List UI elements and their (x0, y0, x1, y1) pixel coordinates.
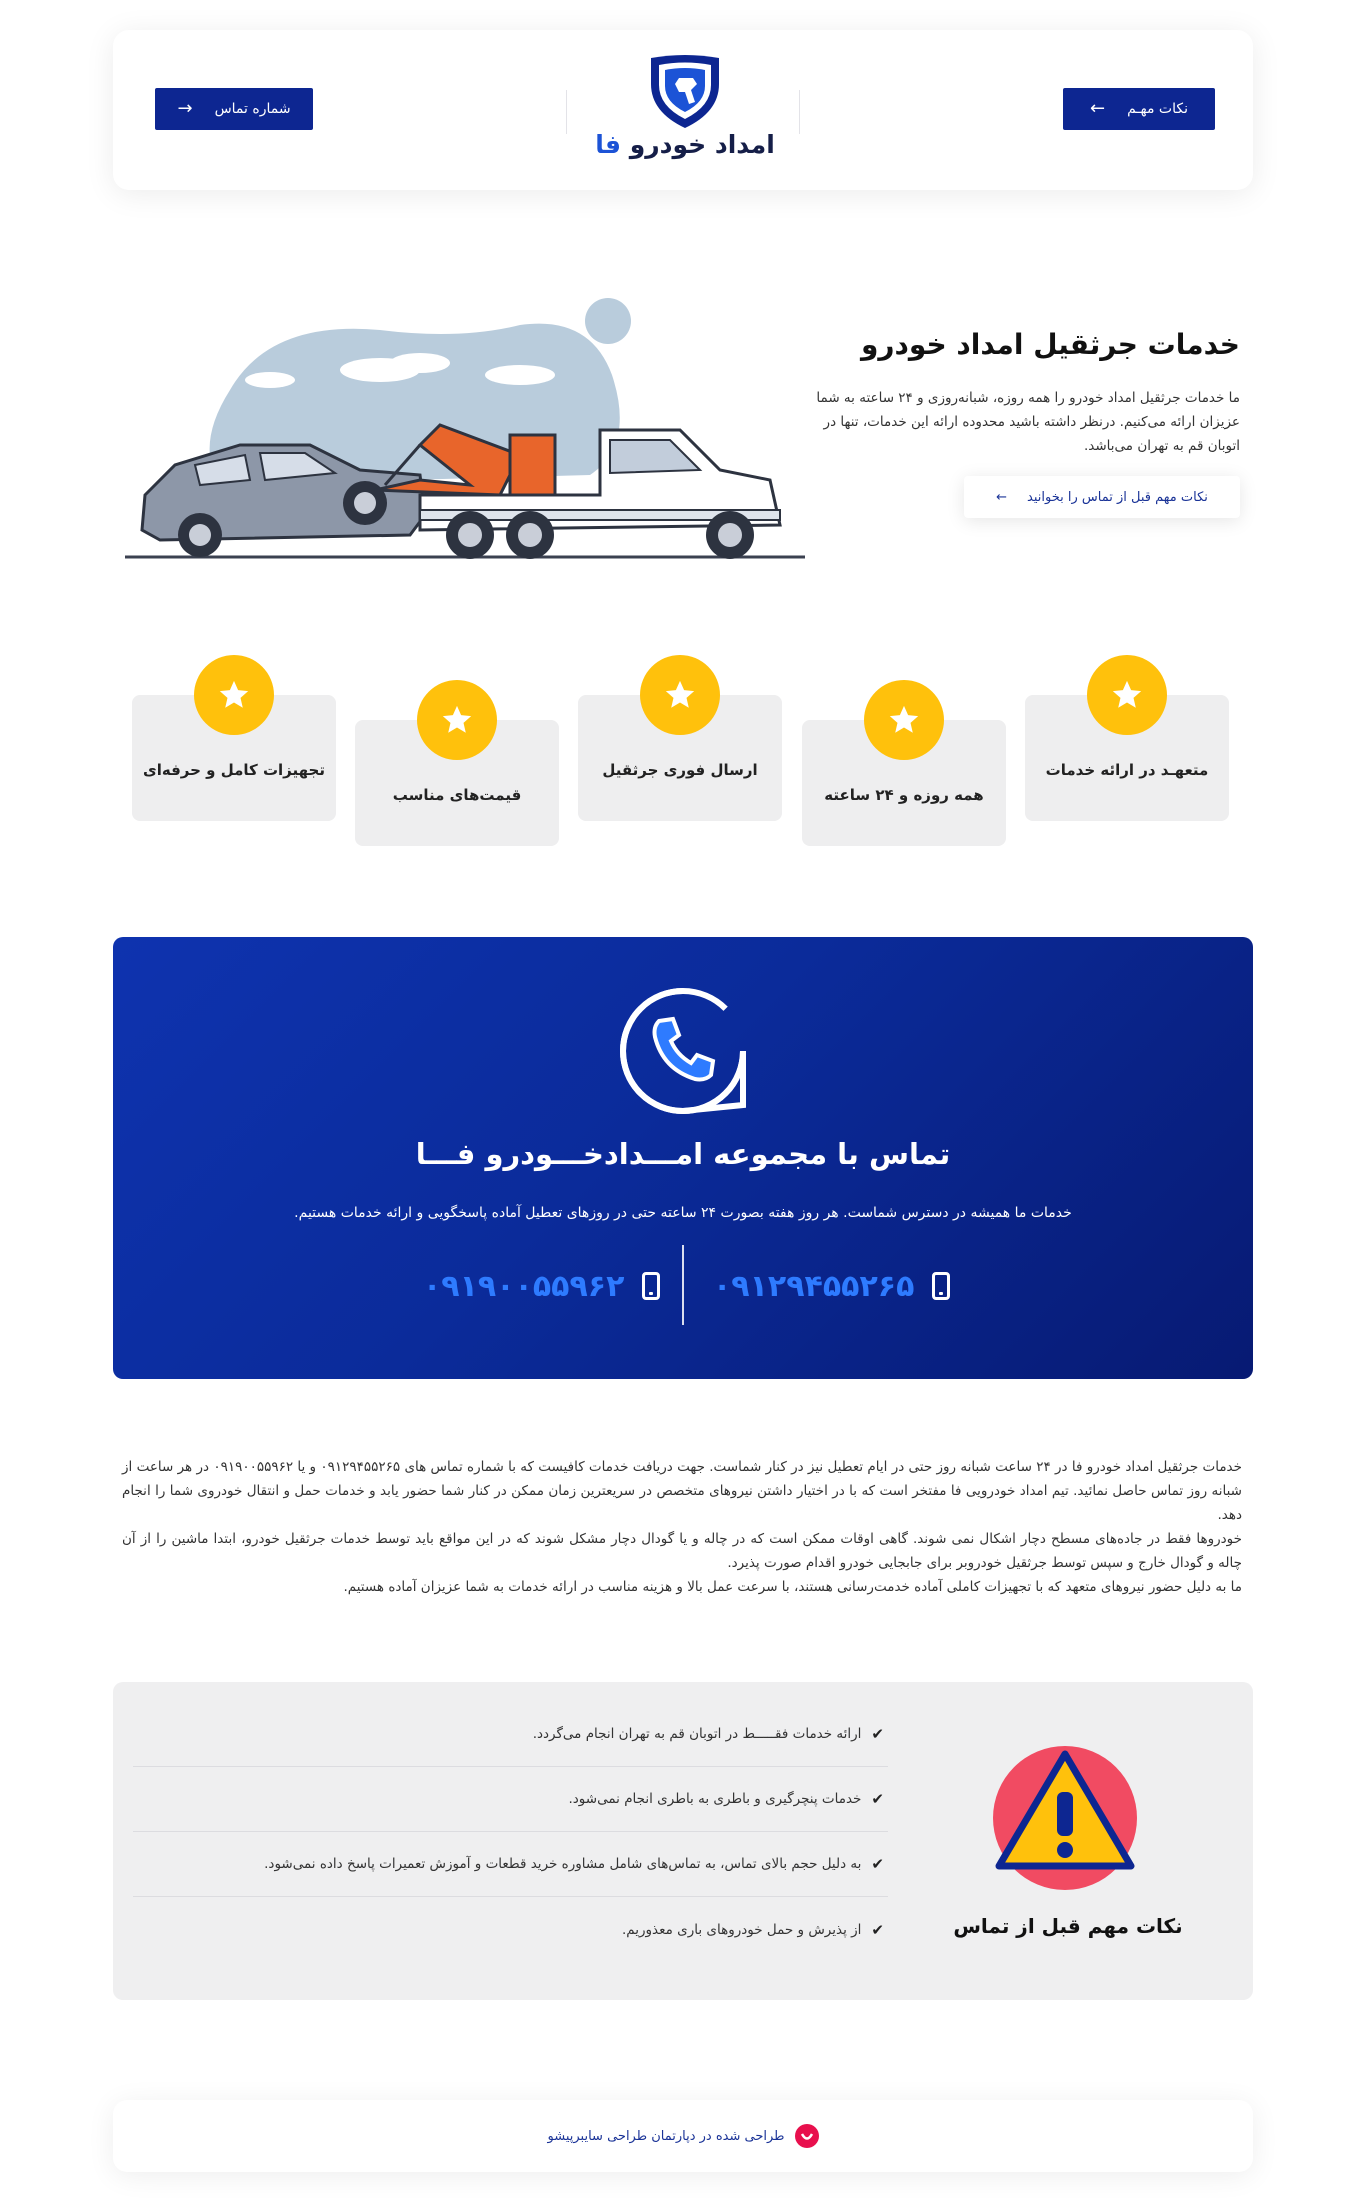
info-text (122, 1455, 1242, 1599)
check-icon: ✔ (871, 1725, 884, 1743)
tow-truck-illustration (120, 295, 810, 565)
feature-card (355, 720, 559, 846)
phone-number-link[interactable] (423, 1261, 660, 1311)
phone-number-text: ۰۹۱۲۹۴۵۵۲۶۵ (713, 1268, 915, 1304)
site-header (113, 30, 1253, 190)
note-text: از پذیرش و حمل خودروهای باری معذوریم. (621, 1921, 862, 1938)
header-divider (566, 90, 567, 134)
star-icon (194, 655, 274, 735)
mobile-icon (932, 1272, 950, 1300)
important-notes-button[interactable] (1063, 88, 1215, 130)
phone-divider (682, 1245, 684, 1325)
designer-logo-icon[interactable] (795, 2124, 819, 2148)
footer-credit-link[interactable]: طراحی شده در دپارتمان طراحی سایبرپیشو (547, 2128, 785, 2144)
notes-list (133, 1702, 888, 1962)
contact-banner (113, 937, 1253, 1379)
info-paragraph: خودروها فقط در جاده‌های مسطح دچار اشکال نمی شوند. گاهی اوقات ممکن است که در چاله و یا گودال دچار مشکل شوند که در این مواقع باید توسط خدمات جرثقیل خودرو، ابتدا ماشین را از آن چاله و گودال خارج و سپس توسط جرثقیل خودروبر برای جابجایی خودرو اقدام صورت پذیرد. (122, 1531, 1242, 1571)
check-icon: ✔ (871, 1920, 884, 1939)
info-paragraph: خدمات جرثقیل امداد خودرو فا در ۲۴ ساعت شبانه روز حتی در ایام تعطیل نیز در کنار شماست. جهت دریافت خدمات کافیست که با شماره تماس های ۰۹۱۲۹۴۵۵۲۶۵ و یا ۰۹۱۹۰۰۵۵۹۶۲ در هر ساعت از شبانه روز تماس حاصل نمائید. تیم امداد خودرویی فا مفتخر است که با در اختیار داشتن نیروهای متخصص در سریعترین زمان ممکن در کنار شما حضور یابد و خدمات حمل و انتقال خودروی شما را انجام دهد. (122, 1459, 1242, 1523)
list-item (133, 1832, 888, 1897)
notes-title: نکات مهم قبل از تماس (953, 1914, 1183, 1938)
logo-main-text: امداد خودرو (629, 130, 775, 159)
info-paragraph: ما به دلیل حضور نیروهای متعهد که با تجهیزات کاملی آماده خدمت‌رسانی هستند، با سرعت عمل بالا و هزینه مناسب در ارائه خدمات به شما عزیزان آماده هستیم. (343, 1579, 1242, 1595)
arrow-left-icon: ← (996, 489, 1008, 505)
phone-number-text: ۰۹۱۹۰۰۵۵۹۶۲ (423, 1268, 625, 1304)
feature-card (1025, 695, 1229, 821)
logo-text[interactable] (585, 130, 785, 159)
arrow-right-icon: → (177, 98, 193, 119)
notes-section (113, 1682, 1253, 2000)
note-text: خدمات پنچرگیری و باطری به باطری انجام نمی‌شود. (568, 1791, 862, 1807)
logo-shield-icon[interactable] (645, 54, 725, 130)
phone-button-label: شماره تماس (214, 101, 291, 117)
warning-icon (985, 1734, 1145, 1894)
feature-card (132, 695, 336, 821)
star-icon (640, 655, 720, 735)
feature-label: قیمت‌های مناسب (392, 786, 522, 804)
list-item (133, 1702, 888, 1767)
contact-subtitle: خدمات ما همیشه در دسترس شماست. هر روز هفته بصورت ۲۴ ساعته حتی در روزهای تعطیل آماده پاسخگویی و ارائه خدمات هستیم. (294, 1205, 1072, 1221)
note-text: ارائه خدمات فقـــــط در اتوبان قم به تهران انجام می‌گردد. (532, 1726, 862, 1742)
star-icon (417, 680, 497, 760)
feature-label: ارسال فوری جرثقیل (602, 761, 758, 779)
note-text: به دلیل حجم بالای تماس، به تماس‌های شامل مشاوره خرید قطعات و آموزش تعمیرات پاسخ داده نمی‌شود. (264, 1856, 862, 1872)
phone-number-link[interactable] (713, 1261, 950, 1311)
read-notes-button[interactable] (964, 476, 1240, 518)
feature-label: همه روزه و ۲۴ ساعته (824, 786, 984, 804)
read-notes-label: نکات مهم قبل از تماس را بخوانید (1027, 489, 1208, 505)
phone-call-icon (617, 985, 749, 1117)
star-icon (1087, 655, 1167, 735)
arrow-left-icon: ← (1090, 98, 1106, 119)
feature-card (802, 720, 1006, 846)
feature-label: تجهیزات کامل و حرفه‌ای (143, 761, 325, 779)
list-item (133, 1767, 888, 1832)
phone-number-button[interactable] (155, 88, 313, 130)
star-icon (864, 680, 944, 760)
site-footer (113, 2100, 1253, 2172)
logo-accent-text: فا (595, 130, 621, 159)
feature-card (578, 695, 782, 821)
list-item (133, 1897, 888, 1962)
mobile-icon (642, 1272, 660, 1300)
contact-title: تماس با مجموعه امـــدادخـــودرو فـــا (415, 1137, 951, 1171)
notes-button-label: نکات مهـم (1127, 101, 1188, 117)
hero-description: ما خدمات جرثقیل امداد خودرو را همه روزه، شبانه‌روزی و ۲۴ ساعته به شما عزیزان ارائه می‌کنیم. درنظر داشته باشید محدوده ارائه این خدمات، تنها در اتوبان قم به تهران می‌باشد. (816, 390, 1240, 454)
check-icon: ✔ (871, 1790, 884, 1808)
header-divider (799, 90, 800, 134)
hero-title: خدمات جرثقیل امداد خودرو (861, 328, 1240, 361)
feature-label: متعهـد در ارائه خدمات (1045, 761, 1209, 779)
check-icon: ✔ (871, 1855, 884, 1873)
